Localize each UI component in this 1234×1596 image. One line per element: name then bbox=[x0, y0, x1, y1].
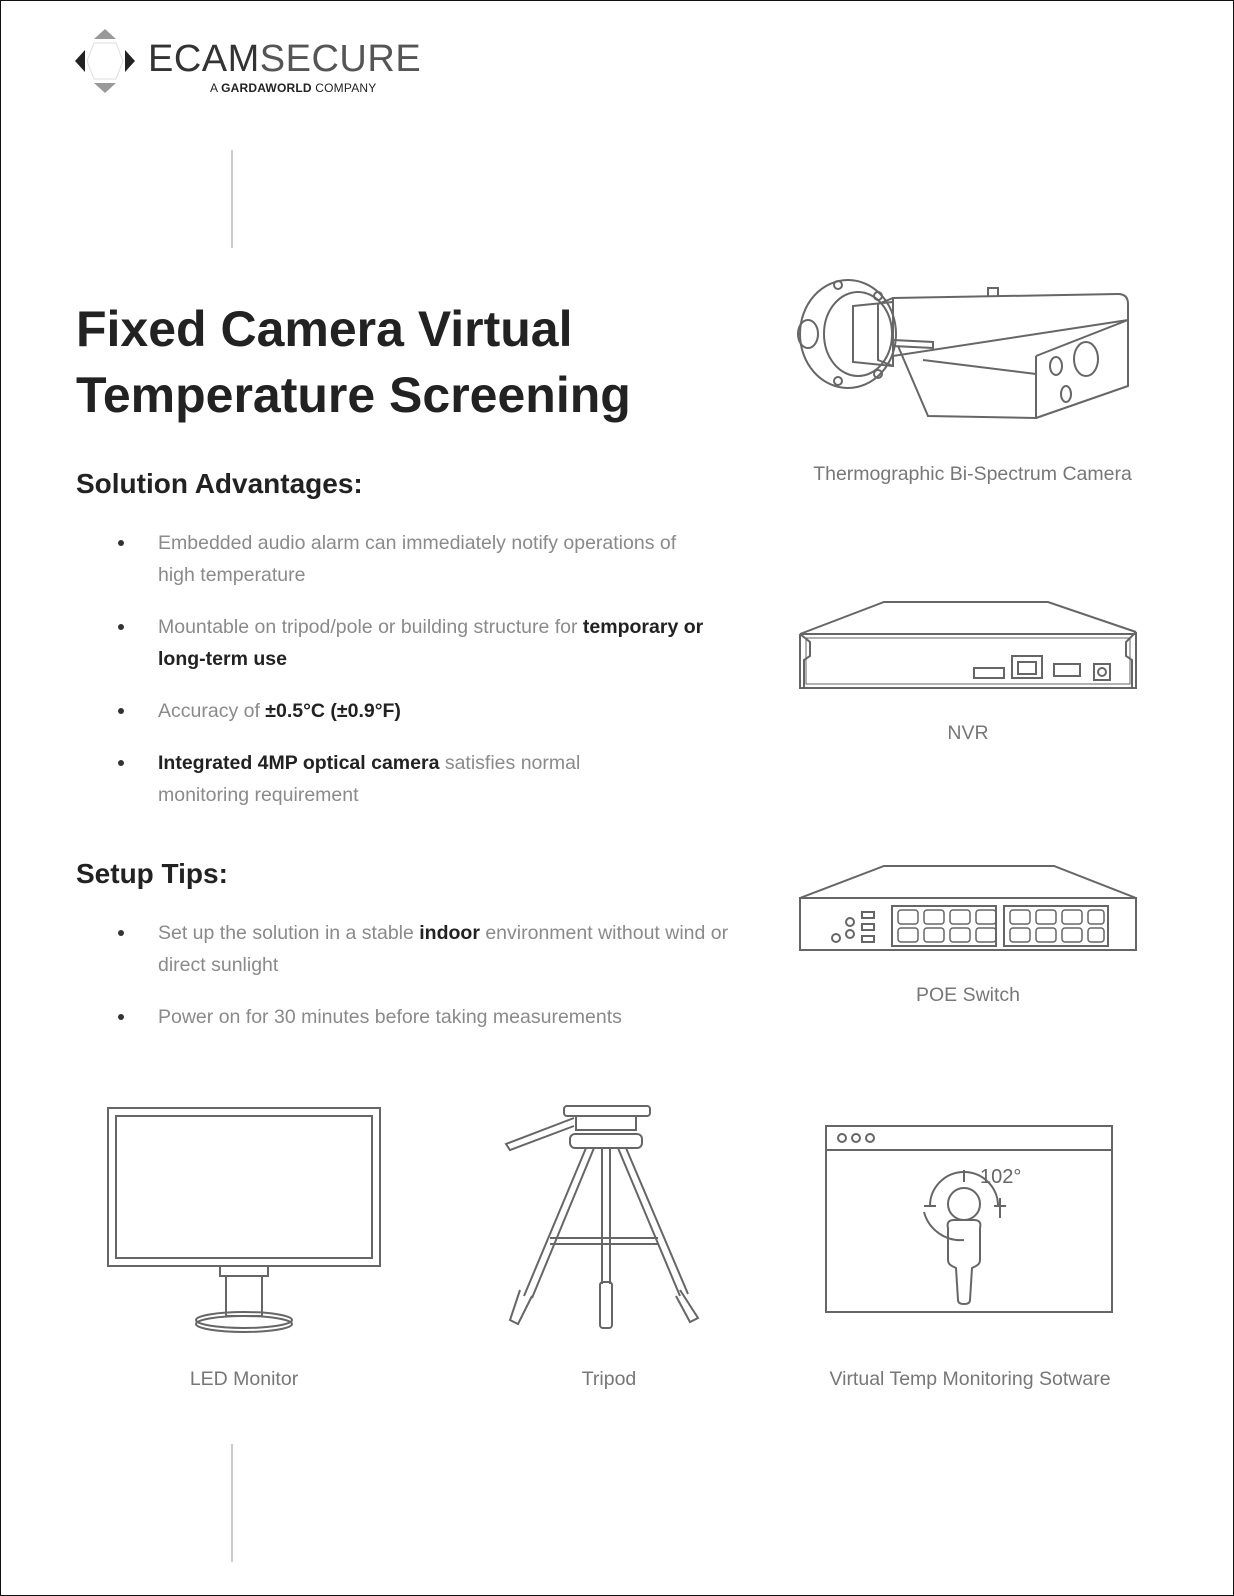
list-item: Accuracy of ±0.5°C (±0.9°F) bbox=[76, 695, 776, 727]
monitoring-software-icon bbox=[824, 1124, 1114, 1314]
tripod-icon bbox=[504, 1104, 714, 1336]
setup-heading: Setup Tips: bbox=[76, 858, 228, 889]
list-item: Integrated 4MP optical camera satisfies normal monitoring requirement bbox=[76, 747, 628, 811]
list-item: Set up the solution in a stable indoor environment without wind or direct sunlight bbox=[76, 917, 768, 981]
poe-switch-label: POE Switch bbox=[915, 984, 1021, 1006]
thermal-camera-icon bbox=[798, 276, 1143, 436]
advantages-list bbox=[76, 527, 776, 831]
led-monitor-icon bbox=[106, 1106, 382, 1334]
ecamsecure-logo-icon bbox=[74, 28, 144, 94]
software-temperature-readout: 102° bbox=[980, 1166, 1022, 1188]
title-line-1: Fixed Camera Virtual bbox=[76, 301, 573, 357]
title-line-2: Temperature Screening bbox=[76, 367, 631, 423]
monitoring-software-label: Virtual Temp Monitoring Sotware bbox=[829, 1368, 1111, 1390]
setup-list bbox=[76, 917, 776, 1053]
list-item: Mountable on tripod/pole or building structure for temporary or long-term use bbox=[76, 611, 748, 675]
poe-switch-ports-icon bbox=[896, 908, 1106, 948]
tripod-label: Tripod bbox=[581, 1368, 637, 1390]
top-divider bbox=[231, 150, 233, 248]
list-item: Power on for 30 minutes before taking measurements bbox=[76, 1001, 776, 1033]
thermal-camera-label: Thermographic Bi-Spectrum Camera bbox=[813, 463, 1132, 485]
brand-tagline: A GARDAWORLD COMPANY bbox=[210, 81, 377, 95]
brand-name: ECAMSECURE bbox=[148, 38, 422, 80]
advantages-heading: Solution Advantages: bbox=[76, 468, 363, 499]
bottom-divider bbox=[231, 1444, 233, 1562]
list-item: Embedded audio alarm can immediately notify operations of high temperature bbox=[76, 527, 718, 591]
page-title bbox=[76, 296, 736, 428]
nvr-icon bbox=[798, 600, 1138, 690]
led-monitor-label: LED Monitor bbox=[189, 1368, 299, 1390]
nvr-label: NVR bbox=[947, 722, 989, 744]
